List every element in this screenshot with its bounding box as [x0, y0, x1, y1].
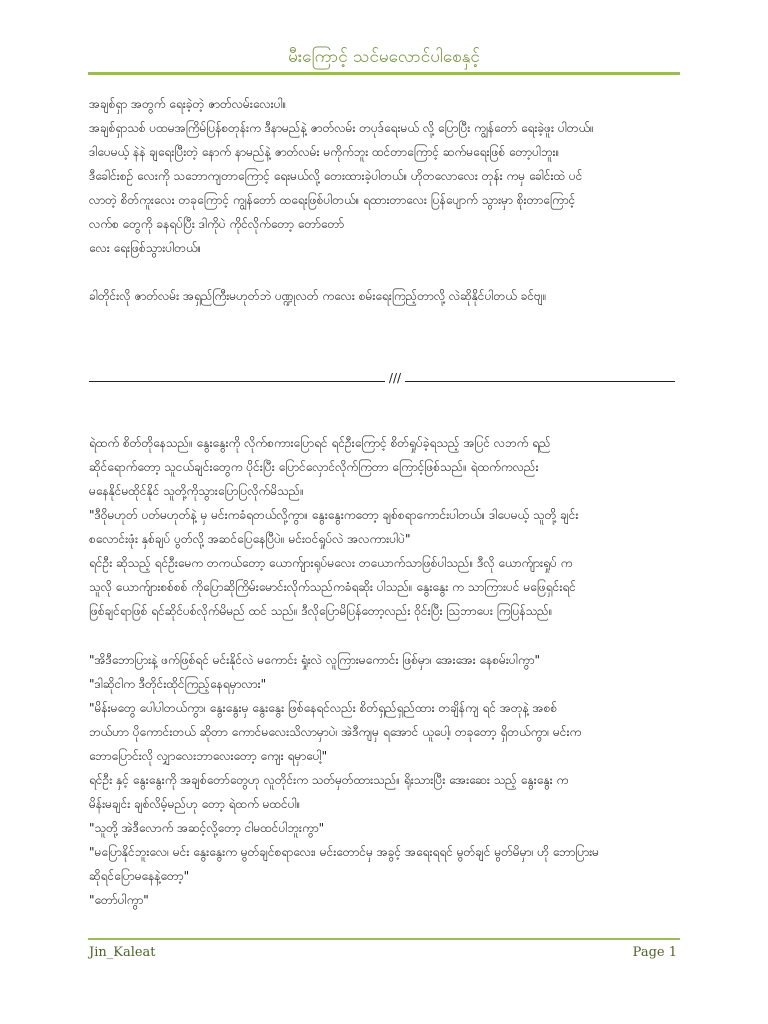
text-line: "သူတို့ အဲဒီလောက် အဆင့်လို့တော့ ငါမထင်ပါဘူးကွာ": [89, 821, 325, 835]
section-separator: [89, 369, 675, 387]
text-line: ရဲထက် စိတ်တိုနေသည်။ နွေးနွေးကို လိုက်စကားပြောရင် ရင်ဦးကြောင့် စိတ်ရှုပ်ခဲ့ရသည့် အပြင် လဘက် ရည်: [89, 436, 551, 450]
header-divider: [88, 72, 680, 75]
text-line: ဆိုရင်ပြောမနေနဲ့တော့": [89, 869, 190, 883]
text-line: "ဒီဝိုမဟုတ် ပတ်မဟုတ်နဲ့ မှ မင်းကခံရတယ်လို့ကွာ။ နွေးနွေးကတော့ ချစ်စရာကောင်းပါတယ်။ ဒါပေမယ့် သူတို့ ချင်း: [89, 508, 579, 522]
text-line: ရင်ဦး ဆိုသည့် ရင်ဦးမေက တကယ်တော့ ယောက်ျားရုပ်မလေး တယောက်သာဖြစ်ပါသည်။ ဒီလို ယောက်ျားရှုပ် က: [89, 556, 573, 570]
text-line: "အိဒီဘောပြားနဲ့ ဖက်ဖြစ်ရင် မင်းနိုင်လဲ မကောင်း ရှုံးလဲ လူကြားမကောင်း ဖြစ်မှာ၊ အေးအေး နေစမ်းပါကွာ": [89, 653, 541, 667]
page-number: Page 1: [632, 945, 677, 960]
separator-rule-left: [89, 381, 385, 382]
text-line: အချစ်ရှာ အတွက် ရေးခဲ့တဲ့ ဇာတ်လမ်းလေးပါ။: [89, 97, 287, 111]
text-line: ဒီခေါင်းစဉ် လေးကို သဘောကျတာကြောင့် ရေးမယ်လို့ တေးထားခဲ့ပါတယ်။ ဟိုတလောလေး တုန်း ကမှ ခေါင်းထဲ ပင်: [89, 169, 583, 183]
page-title: မီးကြောင့် သင်မလောင်ပါစေနှင့်: [288, 47, 480, 67]
dialogue-section: [89, 648, 679, 912]
text-line: လာတဲ့ စိတ်ကူးလေး တခုကြောင့် ကျွန်တော် ထရေးဖြစ်ပါတယ်။ ရထားတာလေး ပြန်ပျောက် သွားမှာ စိုးတာကြောင့်: [89, 193, 576, 207]
text-line: "မပြောနိုင်ဘူးလေ၊ မင်း နွေးနွေးက မွတ်ချင်စရာလေး၊ မင်းတောင်မှ အခွင့် အရေးရရင် မွတ်ချင် မွတ်မိမှာ၊ ဟို ဘောပြားမ: [89, 845, 600, 859]
text-line: သူလို ယောက်ျားစစ်စစ် ကိုပြောဆိုကြိမ်းမောင်းလိုက်သည်ကခံရဆိုး ပါသည်။ နွေးနွေး က သာကြားပင် မဖြေရှင်းရင်: [89, 580, 576, 594]
text-line: မိန်းမချင်း ချစ်လိမ့်မည်ဟု တော့ ရဲထက် မထင်ပါ။: [89, 797, 301, 811]
author-name: Jin_Kaleat: [89, 945, 156, 960]
text-line: ခါတိုင်းလို ဇာတ်လမ်း အရှည်ကြီးမဟုတ်ဘဲ ပဏ္ဍုလတ် ကလေး စမ်းရေးကြည့်တာလို့ လဲဆိုနိုင်ပါတယ် ခင်ဗျ။: [89, 289, 547, 303]
text-line: "တော်ပါကွာ": [89, 893, 149, 907]
text-line: လက်စ တွေကို ခနရပ်ပြီး ဒါကိုပဲ ကိုင်လိုက်တော့ တော်တော်: [89, 217, 345, 231]
story-body: [89, 431, 679, 623]
text-line: "မိန်းမတွေ ပေါပါတယ်ကွာ၊ နွေးနွေးမှ နွေးနွေး ဖြစ်နေရင်လည်း စိတ်ရှည်ရှည်ထား တချိန်ကျ ရင် အတုနဲ့ အစစ်: [89, 701, 558, 715]
text-line: ဒါပေမယ့် နဲနဲ ချရေးပြီးတဲ့ နောက် နာမည်နဲ့ ဇာတ်လမ်း မကိုက်ဘူး ထင်တာကြောင့် ဆက်မရေးဖြစ် တော့ပါဘူး။: [89, 145, 560, 159]
text-line: ဘောပြောင်းလို လျှာလေးဘာလေးတော့ ကျေး ရမှာပေါ့": [89, 749, 328, 763]
text-line: အချစ်ရှာသစ် ပထမအကြိမ်ပြန်စတုန်းက ဒီနာမည်နဲ့ ဇာတ်လမ်း တပုဒ်ရေးမယ် လို့ ပြောပြီး ကျွန်တော် ရေးခဲ့ဖူး ပါတယ်။: [89, 121, 594, 135]
text-line: "ဒါဆိုငါက ဒီတိုင်းထိုင်ကြည့်နေရမှာလား": [89, 677, 267, 691]
text-line: ရင်ဦး နှင့် နွေးနွေးကို အချစ်တော်တွေဟု လူတိုင်းက သတ်မှတ်ထားသည်။ ရိုးသားပြီး အေးဆေး သည့် နွေးနွေး က: [89, 773, 569, 787]
footer-divider: [88, 938, 680, 940]
text-line: မနေနိုင်မထိုင်နိုင် သူတို့ကိုသွားပြောပြလိုက်မိသည်။: [89, 484, 304, 498]
separator-mark: ///: [388, 371, 402, 385]
author-note: [89, 92, 679, 308]
text-line: လေး ရေးဖြစ်သွားပါတယ်။: [89, 241, 202, 255]
text-line: ဖြစ်ချင်ရာဖြစ် ရင်ဆိုင်ပစ်လိုက်မိမည် ထင် သည်။ ဒီလိုပြောမိပြန်တော့လည်း ဝိုင်းပြီး ဩဘာပေး ကြပြန်သည်။: [89, 604, 553, 618]
text-line: စလောင်းဖုံး နှစ်ချပ် ပွတ်လို့ အဆင်ပြေနေပြီပဲ။ မင်းဝင်ရှုပ်လဲ အလကားပါပဲ": [89, 532, 411, 546]
text-line: [89, 260, 679, 284]
text-line: ဆိုင်ရောက်တော့ သူငယ်ချင်းတွေက ပိုင်းပြီး ပြောင်လှောင်လိုက်ကြတာ ကြောင့်ဖြစ်သည်။ ရဲထက်ကလည်း: [89, 460, 539, 474]
separator-rule-right: [405, 381, 675, 382]
text-line: ဘယ်ဟာ ပိုကောင်းတယ် ဆိုတာ ကောင်မလေးသိလာမှာပဲ၊ အဲဒီကျမှ ရအောင် ယူပေါ့၊ တခုတော့ ရှိတယ်ကွာ၊ မင်းက: [89, 725, 582, 739]
